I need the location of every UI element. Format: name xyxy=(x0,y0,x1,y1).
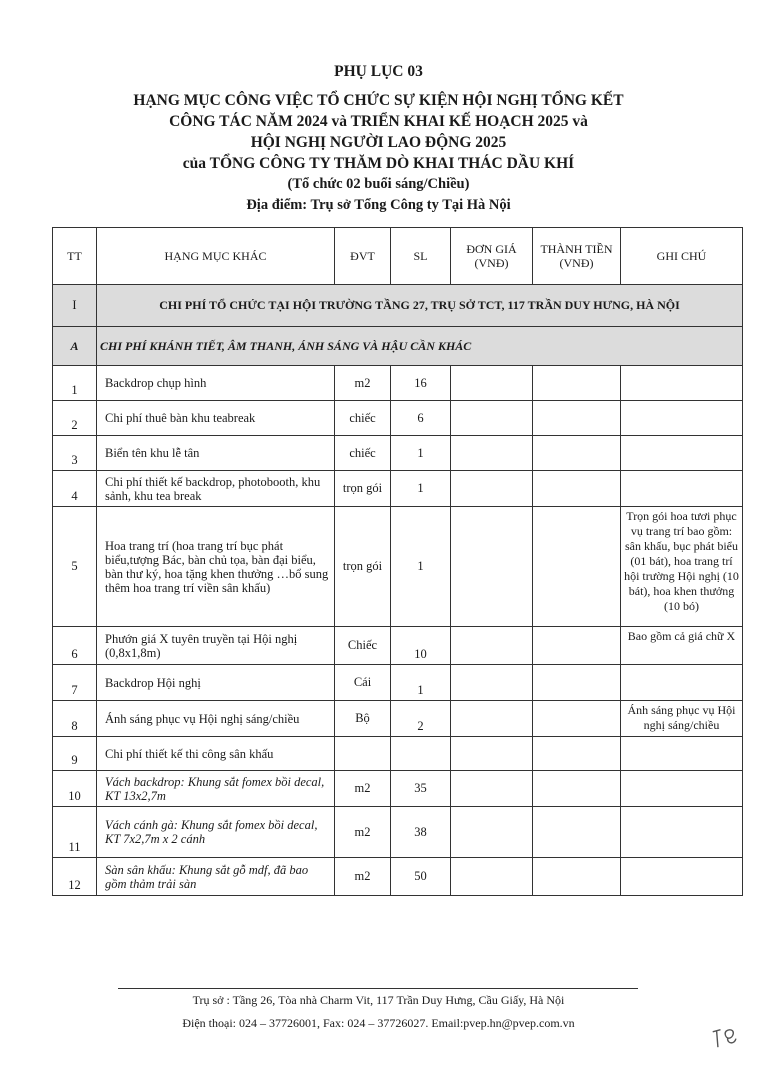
table-row xyxy=(53,737,743,771)
row-note xyxy=(621,471,743,507)
col-header-note: GHI CHÚ xyxy=(621,228,743,285)
row-item: Ánh sáng phục vụ Hội nghị sáng/chiều xyxy=(97,701,335,737)
row-amount xyxy=(533,858,621,896)
row-item: Chi phí thiết kế thi công sân khấu xyxy=(97,737,335,771)
handwritten-page-mark xyxy=(710,1024,742,1056)
row-unit: m2 xyxy=(335,771,391,807)
row-number: 11 xyxy=(53,807,97,858)
row-unit-price xyxy=(451,701,533,737)
row-amount xyxy=(533,436,621,471)
row-unit-price xyxy=(451,401,533,436)
row-unit: m2 xyxy=(335,858,391,896)
row-qty: 1 xyxy=(391,471,451,507)
document-header xyxy=(0,62,757,216)
row-item: Chi phí thiết kế backdrop, photobooth, khu sảnh, khu tea break xyxy=(97,471,335,507)
row-note xyxy=(621,858,743,896)
row-item: Hoa trang trí (hoa trang trí bục phát biểu,tượng Bác, bàn chủ tọa, bàn đại biểu, bàn thư ký, hoa tặng khen thưởng …bổ sung thêm hoa trang trí viền sân khấu) xyxy=(97,507,335,627)
footer-contact: Điện thoại: 024 – 37726001, Fax: 024 – 37726027. Email:pvep.hn@pvep.com.vn xyxy=(182,1016,575,1030)
row-unit-price xyxy=(451,436,533,471)
row-unit-price xyxy=(451,471,533,507)
row-number: 3 xyxy=(53,436,97,471)
row-unit: Bộ xyxy=(335,701,391,737)
row-note xyxy=(621,436,743,471)
row-unit: Chiếc xyxy=(335,627,391,665)
row-item: Phướn giá X tuyên truyền tại Hội nghị (0,8x1,8m) xyxy=(97,627,335,665)
table-row xyxy=(53,665,743,701)
row-unit: trọn gói xyxy=(335,471,391,507)
row-amount xyxy=(533,807,621,858)
row-qty: 38 xyxy=(391,807,451,858)
section-I-number: I xyxy=(53,285,97,327)
row-qty: 6 xyxy=(391,401,451,436)
row-item: Sàn sân khấu: Khung sắt gỗ mdf, đã bao gồm thảm trải sàn xyxy=(97,858,335,896)
row-amount xyxy=(533,737,621,771)
row-item: Chi phí thuê bàn khu teabreak xyxy=(97,401,335,436)
row-qty: 10 xyxy=(391,627,451,665)
section-A-row xyxy=(53,327,743,366)
title-line-4: của TỔNG CÔNG TY THĂM DÒ KHAI THÁC DẦU KHÍ xyxy=(182,155,575,172)
table-header-row xyxy=(53,228,743,285)
section-I-title: CHI PHÍ TỔ CHỨC TẠI HỘI TRƯỜNG TẦNG 27, TRỤ SỞ TCT, 117 TRẦN DUY HƯNG, HÀ NỘI xyxy=(97,285,743,327)
section-I-row xyxy=(53,285,743,327)
row-number: 4 xyxy=(53,471,97,507)
title-line-1: HẠNG MỤC CÔNG VIỆC TỔ CHỨC SỰ KIỆN HỘI NGHỊ TỔNG KẾT xyxy=(133,92,624,109)
appendix-label: PHỤ LỤC 03 xyxy=(334,63,423,80)
title-line-3: HỘI NGHỊ NGƯỜI LAO ĐỘNG 2025 xyxy=(250,134,507,151)
col-header-unit: ĐVT xyxy=(335,228,391,285)
row-qty: 2 xyxy=(391,701,451,737)
title-line-5: (Tổ chức 02 buổi sáng/Chiều) xyxy=(287,176,470,192)
row-number: 8 xyxy=(53,701,97,737)
table-row xyxy=(53,507,743,627)
row-unit: Cái xyxy=(335,665,391,701)
row-note: Bao gồm cả giá chữ X xyxy=(621,627,743,665)
footer-address: Trụ sở : Tầng 26, Tòa nhà Charm Vit, 117 Trần Duy Hưng, Cầu Giấy, Hà Nội xyxy=(192,993,565,1007)
row-qty: 50 xyxy=(391,858,451,896)
row-unit-price xyxy=(451,858,533,896)
row-qty: 1 xyxy=(391,507,451,627)
row-note xyxy=(621,807,743,858)
row-item: Vách backdrop: Khung sắt fomex bồi decal, KT 13x2,7m xyxy=(97,771,335,807)
row-unit: m2 xyxy=(335,366,391,401)
row-unit-price xyxy=(451,665,533,701)
row-amount xyxy=(533,471,621,507)
section-A-number: A xyxy=(53,327,97,366)
row-amount xyxy=(533,701,621,737)
row-unit: m2 xyxy=(335,807,391,858)
row-number: 10 xyxy=(53,771,97,807)
row-qty: 35 xyxy=(391,771,451,807)
row-unit: trọn gói xyxy=(335,507,391,627)
work-items-table xyxy=(52,227,743,896)
row-unit-price xyxy=(451,366,533,401)
col-header-unit-price: ĐƠN GIÁ (VNĐ) xyxy=(451,228,533,285)
row-qty: 1 xyxy=(391,436,451,471)
row-amount xyxy=(533,627,621,665)
row-number: 6 xyxy=(53,627,97,665)
row-item: Backdrop Hội nghị xyxy=(97,665,335,701)
row-number: 9 xyxy=(53,737,97,771)
title-line-2: CÔNG TÁC NĂM 2024 và TRIỂN KHAI KẾ HOẠCH 2025 và xyxy=(169,113,588,130)
row-note xyxy=(621,665,743,701)
col-header-amount: THÀNH TIỀN (VNĐ) xyxy=(533,228,621,285)
row-unit: chiếc xyxy=(335,401,391,436)
row-amount xyxy=(533,771,621,807)
row-unit: chiếc xyxy=(335,436,391,471)
row-unit-price xyxy=(451,807,533,858)
row-number: 7 xyxy=(53,665,97,701)
row-note xyxy=(621,771,743,807)
row-unit xyxy=(335,737,391,771)
row-note xyxy=(621,401,743,436)
table-row xyxy=(53,627,743,665)
row-item: Backdrop chụp hình xyxy=(97,366,335,401)
table-row xyxy=(53,771,743,807)
row-qty: 1 xyxy=(391,665,451,701)
col-header-tt: TT xyxy=(53,228,97,285)
table-row xyxy=(53,807,743,858)
row-unit-price xyxy=(451,737,533,771)
row-amount xyxy=(533,665,621,701)
col-header-item: HẠNG MỤC KHÁC xyxy=(97,228,335,285)
col-header-qty: SL xyxy=(391,228,451,285)
table-row xyxy=(53,701,743,737)
location-line: Địa điểm: Trụ sở Tổng Công ty Tại Hà Nội xyxy=(246,197,511,213)
row-number: 2 xyxy=(53,401,97,436)
row-unit-price xyxy=(451,627,533,665)
row-qty: 16 xyxy=(391,366,451,401)
row-amount xyxy=(533,366,621,401)
table-row xyxy=(53,366,743,401)
footer-divider xyxy=(118,988,638,989)
row-qty xyxy=(391,737,451,771)
row-number: 1 xyxy=(53,366,97,401)
table-row xyxy=(53,436,743,471)
row-note xyxy=(621,737,743,771)
row-item: Biển tên khu lễ tân xyxy=(97,436,335,471)
table-row xyxy=(53,471,743,507)
row-amount xyxy=(533,401,621,436)
row-amount xyxy=(533,507,621,627)
section-A-title: CHI PHÍ KHÁNH TIẾT, ÂM THANH, ÁNH SÁNG VÀ HẬU CẦN KHÁC xyxy=(97,327,743,366)
handwritten-mark-icon xyxy=(710,1024,741,1050)
row-unit-price xyxy=(451,507,533,627)
row-note: Trọn gói hoa tươi phục vụ trang trí bao gồm: sân khấu, bục phát biểu (01 bát), hoa trang trí hội trường Hội nghị (10 bát), hoa khen thưởng (10 bó) xyxy=(621,507,743,627)
row-note xyxy=(621,366,743,401)
row-number: 5 xyxy=(53,507,97,627)
row-note: Ánh sáng phục vụ Hội nghị sáng/chiều xyxy=(621,701,743,737)
table-row xyxy=(53,858,743,896)
row-item: Vách cánh gà: Khung sắt fomex bồi decal, KT 7x2,7m x 2 cánh xyxy=(97,807,335,858)
row-unit-price xyxy=(451,771,533,807)
row-number: 12 xyxy=(53,858,97,896)
table-row xyxy=(53,401,743,436)
